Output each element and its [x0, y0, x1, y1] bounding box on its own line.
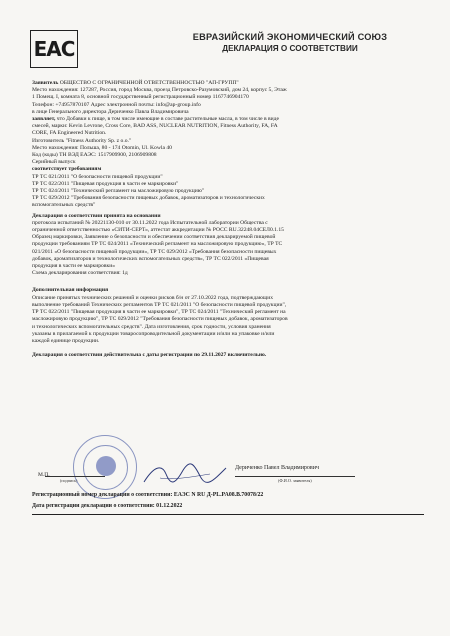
additional-line: каждой единице продукции.	[32, 337, 100, 344]
additional-line: масложировую продукцию", ТР ТС 029/2012 "Требования безопасности пищевых добавок, ароматизаторов	[32, 316, 288, 323]
registration-date-label: Дата регистрации декларации о соответствии:	[32, 502, 155, 509]
declares-text-1: что Добавки к пище, в том числе имеющие в составе растительные масла, в том числе в виде	[56, 116, 280, 123]
validity-suffix: включительно.	[227, 352, 267, 359]
registration-number-label: Регистрационный номер декларации о соответствии:	[32, 492, 173, 498]
additional-line: Описание принятых технических решений и оценки рисков б/н от 27.10.2022 года, подтверждающих	[32, 294, 274, 301]
requirement-item: ТР ТС 021/2011 "О безопасности пищевой продукции"	[32, 173, 163, 180]
eac-logo-text: EAC	[33, 37, 75, 61]
bottom-divider	[32, 514, 424, 515]
basis-line: ограниченной ответственностью «СИТИ-СЕРТ», аттестат аккредитации № РОСС RU.32248.04СЕЛ0.1.15	[32, 227, 284, 234]
name-caption: (Ф.И.О. заявителя)	[278, 478, 312, 483]
basis-line: 021/2011 «О безопасности пищевой продукции», ТР ТС 029/2012 «Требования безопасности пищевых	[32, 248, 277, 255]
document-body	[32, 80, 424, 359]
requirement-item: ТР ТС 029/2012 "Требования безопасности пищевых добавок, ароматизаторов и технологических	[32, 195, 265, 202]
applicant-contacts: Телефон: +74957870107 Адрес электронной почты: info@ap-group.info	[32, 101, 201, 108]
registration-date: 01.12.2022	[156, 502, 183, 509]
declares-text-3: CORE, FA Engineered Nutrition.	[32, 130, 107, 137]
validity-prefix: Декларация о соответствии действительна с даты регистрации по	[32, 352, 200, 359]
signature-caption: (подпись)	[60, 478, 78, 483]
registration-date-line	[32, 503, 424, 511]
declares-label: заявляет,	[32, 116, 56, 123]
applicant-label: Заявитель	[32, 80, 59, 86]
eac-logo	[30, 30, 78, 68]
additional-line: указаны в прилагаемой к продукции товаросопроводительной документации и/или на упаковке и/или	[32, 330, 275, 337]
basis-line: Образец маркировки, Заявление о безопасности и обеспечении соответствия декларируемой пищевой	[32, 234, 276, 241]
registration-number-line	[32, 492, 424, 500]
declares-text-2: смесей, марки: Kevin Levrone, Cross Core, BAD ASS, NUCLEAR NUTRITION, Fitness Authority, FA, FA	[32, 123, 278, 130]
additional-line: и технологических вспомогательных средств". Дата изготовления, срок годности, условия хранения	[32, 323, 271, 330]
production-type: Серийный выпуск	[32, 159, 76, 166]
registration-block	[32, 492, 424, 510]
applicant-name: ОБЩЕСТВО С ОГРАНИЧЕННОЙ ОТВЕТСТВЕННОСТЬЮ "АП-ГРУПП"	[59, 80, 239, 86]
manufacturer-name: Изготовитель "Fitness Authority Sp. z o.o."	[32, 137, 132, 144]
additional-line: ТР ТС 022/2011 "Пищевая продукция в части ее маркировки", ТР ТС 024/2011 "Технический регламент на	[32, 309, 286, 316]
manufacturer-address: Место нахождения: Польша, 80 - 174 Otomin, Ul. Kowla 40	[32, 144, 172, 151]
basis-line: продукции требованиям ТР ТС 024/2011 «Технический регламент на масложировую продукцию», ТР ТС	[32, 241, 283, 248]
hs-codes: Код (коды) ТН ВЭД ЕАЭС: 1517909900, 2106909808	[32, 152, 157, 159]
basis-line: протокола испытаний № 20221130-010 от 30.11.2022 года Испытательной лаборатории Общества с	[32, 219, 268, 226]
applicant-representative: в лице Генерального директора Дериченко Павла Владимировича	[32, 108, 189, 115]
document-title: ДЕКЛАРАЦИЯ О СООТВЕТСТВИИ	[222, 44, 358, 53]
stamp-logo-icon	[96, 456, 116, 476]
applicant-ogrn: 1 Помещ. I, комната 8, основной государственный регистрационный номер 1167746904170	[32, 94, 249, 101]
validity-line	[32, 352, 424, 359]
validity-date: 29.11.2027	[201, 352, 227, 359]
requirement-item: вспомогательных средств"	[32, 202, 96, 209]
declaration-scheme: Схема декларирования соответствия: 1д	[32, 270, 128, 277]
basis-line: продукция в части ее маркировки»	[32, 263, 115, 270]
document-header	[150, 32, 430, 53]
signature-line	[45, 476, 105, 477]
basis-line: добавок, ароматизаторов и технологических вспомогательных средств», ТР ТС 022/2011 «Пищевая	[32, 255, 269, 262]
additional-info-label: Дополнительная информация	[32, 287, 109, 294]
requirement-item: ТР ТС 022/2011 "Пищевая продукция в части ее маркировки"	[32, 180, 179, 187]
signatory-name: Дериченко Павел Владимирович	[235, 465, 319, 471]
registration-number: ЕАЭС N RU Д-PL.PA08.B.70078/22	[173, 492, 264, 498]
requirement-item: ТР ТС 024/2011 "Технический регламент на масложировую продукцию"	[32, 188, 205, 195]
name-line	[235, 476, 355, 477]
stamp-label: M.П.	[38, 472, 50, 478]
basis-label: Декларация о соответствии принята на основании	[32, 212, 161, 219]
requirements-label: соответствует требованиям	[32, 166, 102, 173]
union-title: ЕВРАЗИЙСКИЙ ЭКОНОМИЧЕСКИЙ СОЮЗ	[192, 32, 388, 42]
additional-line: выполнение требований Технических регламентов ТР ТС 021/2011 "О безопасности пищевой продукции",	[32, 301, 287, 308]
applicant-address: Место нахождения: 127287, Россия, город Москва, проезд Петровско-Разумовский, дом 24, корпус 5, Этаж	[32, 87, 287, 94]
signature-icon	[140, 460, 230, 490]
